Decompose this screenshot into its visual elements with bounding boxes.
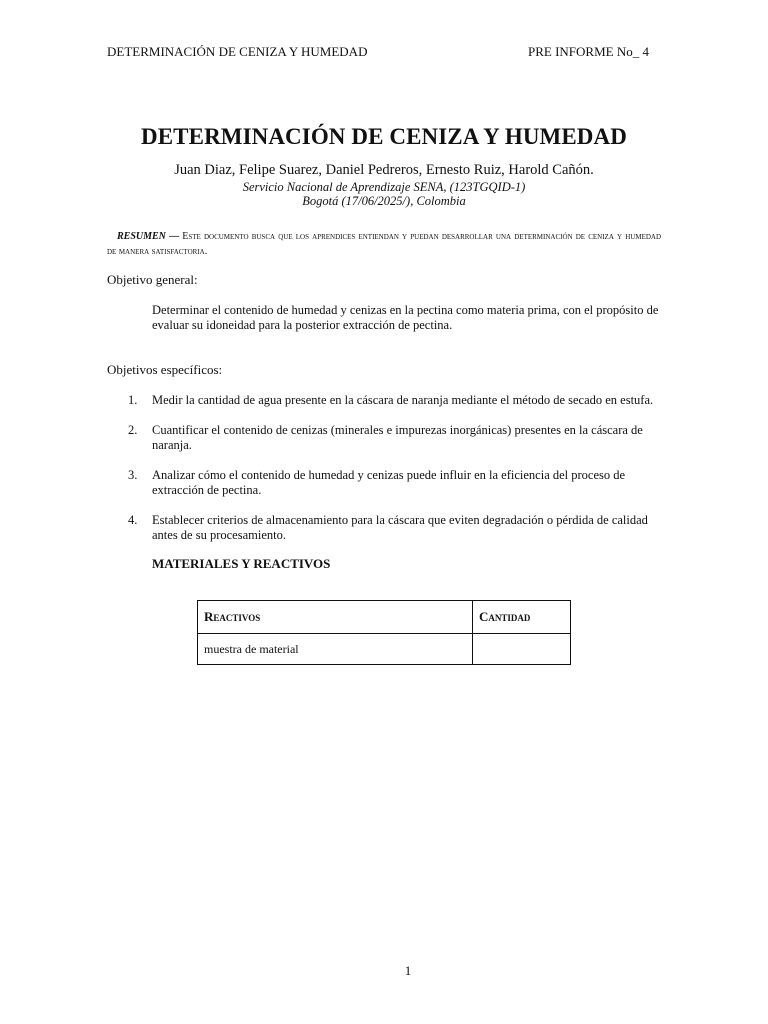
list-item [107, 513, 667, 543]
specific-objectives-label: Objetivos específicos: [107, 362, 223, 377]
page-number: 1 [404, 963, 412, 978]
affiliation-location-date: Bogotá (17/06/2025/), Colombia [302, 194, 466, 208]
general-objective-text: Determinar el contenido de humedad y cenizas en la pectina como materia prima, con el propósito de evaluar su idoneidad para la posterior extracción de pectina. [152, 303, 659, 332]
list-item-number: 4. [128, 513, 138, 527]
list-item-number: 1. [128, 393, 138, 407]
document-title: DETERMINACIÓN DE CENIZA Y HUMEDAD [141, 124, 627, 149]
table-cell: muestra de material [198, 634, 473, 665]
table-header-row [198, 601, 571, 634]
list-item-number: 2. [128, 423, 138, 437]
list-item-text: Establecer criterios de almacenamiento para la cáscara que eviten degradación o pérdida de calidad antes de su procesamiento. [152, 513, 648, 542]
abstract [107, 229, 661, 259]
running-header-title: DETERMINACIÓN DE CENIZA Y HUMEDAD [107, 44, 368, 59]
affiliation-institution: Servicio Nacional de Aprendizaje SENA, (123TGQID-1) [242, 180, 526, 194]
table-row [198, 634, 571, 665]
table-header-cantidad: Cantidad [473, 601, 571, 634]
general-objective-label: Objetivo general: [107, 272, 198, 287]
materials-table [197, 600, 571, 665]
materials-section-title: MATERIALES Y REACTIVOS [152, 556, 331, 571]
list-item-text: Cuantificar el contenido de cenizas (minerales e impurezas inorgánicas) presentes en la cáscara de naranja. [152, 423, 643, 452]
table-header-reactivos: Reactivos [198, 601, 473, 634]
list-item [107, 468, 667, 498]
authors: Juan Diaz, Felipe Suarez, Daniel Pedreros, Ernesto Ruiz, Harold Cañón. [174, 162, 594, 178]
specific-objectives-list [107, 393, 667, 558]
running-header-report-number: PRE INFORME No_ 4 [528, 44, 649, 59]
list-item [107, 423, 667, 453]
abstract-keyword: RESUMEN — [117, 231, 180, 242]
list-item-number: 3. [128, 468, 138, 482]
abstract-text: Este documento busca que los aprendices entiendan y puedan desarrollar una determinación de ceniza y humedad de manera satisfactoria. [107, 231, 662, 257]
list-item-text: Analizar cómo el contenido de humedad y cenizas puede influir en la eficiencia del proceso de extracción de pectina. [152, 468, 626, 497]
table-cell [473, 634, 571, 665]
list-item-text: Medir la cantidad de agua presente en la cáscara de naranja mediante el método de secado en estufa. [152, 393, 654, 407]
list-item [107, 393, 667, 408]
